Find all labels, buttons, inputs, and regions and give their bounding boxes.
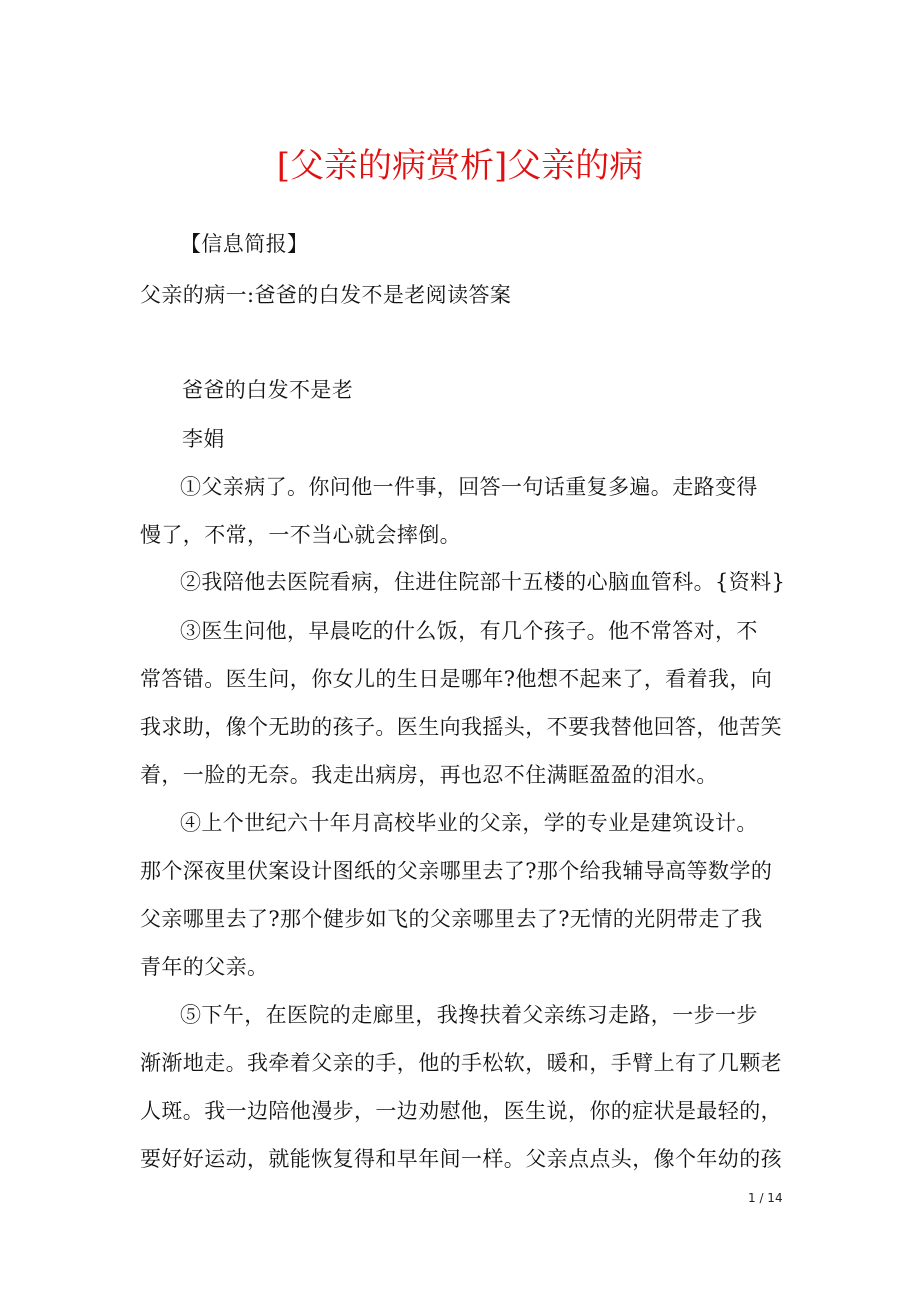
paragraph-line: ①父亲病了。你问他一件事，回答一句话重复多遍。走路变得 (180, 475, 758, 499)
paragraph-line: 我求助，像个无助的孩子。医生向我摇头，不要我替他回答，他苦笑 (140, 715, 782, 739)
paragraph-line: 青年的父亲。 (140, 955, 269, 979)
paragraph-line: 人斑。我一边陪他漫步，一边劝慰他，医生说，你的症状是最轻的， (140, 1099, 782, 1123)
paragraph-line: 父亲哪里去了?那个健步如飞的父亲哪里去了?无情的光阴带走了我 (140, 907, 763, 931)
paragraph-line: ④上个世纪六十年月高校毕业的父亲，学的专业是建筑设计。 (180, 811, 758, 835)
document-title: [父亲的病赏析]父亲的病 (276, 146, 644, 186)
paragraph-line: 要好好运动，就能恢复得和早年间一样。父亲点点头，像个年幼的孩 (140, 1147, 782, 1171)
paragraph-line: 渐渐地走。我牵着父亲的手，他的手松软，暖和，手臂上有了几颗老 (140, 1051, 782, 1075)
article-heading: 父亲的病一:爸爸的白发不是老阅读答案 (140, 283, 512, 307)
paragraph-line: ⑤下午，在医院的走廊里，我搀扶着父亲练习走路，一步一步 (180, 1003, 758, 1027)
paragraph-line: ②我陪他去医院看病，住进住院部十五楼的心脑血管科。{资料} (180, 570, 786, 594)
paragraph-line: 着，一脸的无奈。我走出病房，再也忍不住满眶盈盈的泪水。 (140, 763, 718, 787)
author-name: 李娟 (182, 427, 225, 451)
page-number: 1 / 14 (748, 1191, 783, 1205)
section-heading: 【信息简报】 (180, 232, 309, 256)
paragraph-line: ③医生问他，早晨吃的什么饭，有几个孩子。他不常答对，不 (180, 619, 758, 643)
paragraph-line: 那个深夜里伏案设计图纸的父亲哪里去了?那个给我辅导高等数学的 (140, 859, 773, 883)
paragraph-line: 常答错。医生问，你女儿的生日是哪年?他想不起来了，看着我，向 (140, 667, 773, 691)
story-title: 爸爸的白发不是老 (182, 378, 354, 402)
paragraph-line: 慢了，不常，一不当心就会摔倒。 (140, 523, 461, 547)
